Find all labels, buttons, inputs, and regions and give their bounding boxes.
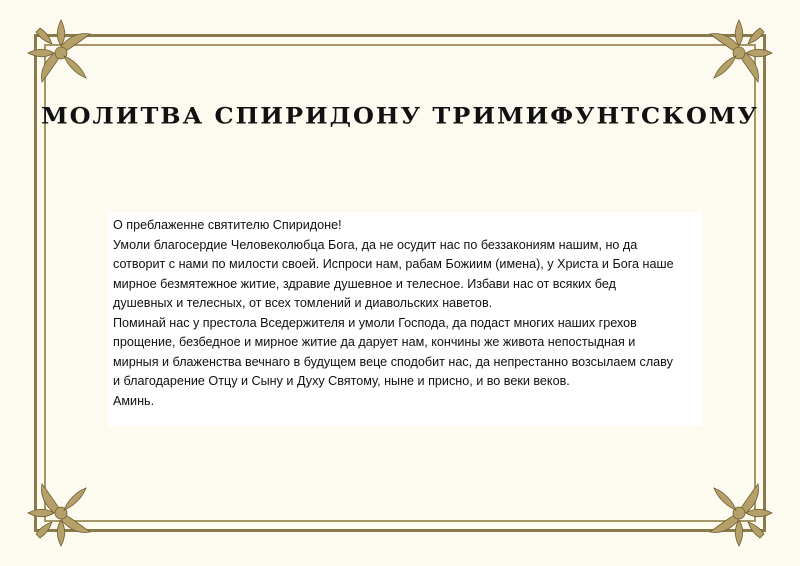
corner-ornament-top-right-icon (700, 14, 778, 92)
prayer-line: Аминь. (113, 393, 155, 408)
prayer-text (113, 216, 705, 411)
prayer-line: мирное безмятежное житие, здравие душевное и телесное. Избави нас от всяких бед (113, 276, 616, 291)
prayer-line: О преблаженне святителю Спиридоне! (113, 218, 342, 232)
page-title: МОЛИТВА СПИРИДОНУ ТРИМИФУНТСКОМУ (41, 102, 759, 129)
corner-ornament-top-left-icon (22, 14, 100, 92)
prayer-line: душевных и телесных, от всех томлений и диавольских наветов. (113, 296, 493, 310)
corner-ornament-bottom-left-icon (22, 474, 100, 552)
corner-ornament-bottom-right-icon (700, 474, 778, 552)
prayer-line: Умоли благосердие Человеколюбца Бога, да не осудит нас по беззакониям нашим, но да (113, 237, 638, 252)
prayer-line: и благодарение Отцу и Сыну и Духу Святому, ныне и присно, и во веки веков. (113, 374, 570, 388)
prayer-line: прощение, безбедное и мирное житие да дарует нам, кончины же живота непостыдная и (113, 335, 636, 349)
prayer-line: сотворит с нами по милости своей. Испроси нам, рабам Божиим (имена), у Христа и Бога наше (113, 257, 674, 271)
prayer-line: мирныя и блаженства вечнаго в будущем веце сподобит нас, да непрестанно возсылаем славу (113, 354, 673, 369)
prayer-line: Поминай нас у престола Вседержителя и умоли Господа, да подаст многих наших грехов (113, 315, 637, 330)
